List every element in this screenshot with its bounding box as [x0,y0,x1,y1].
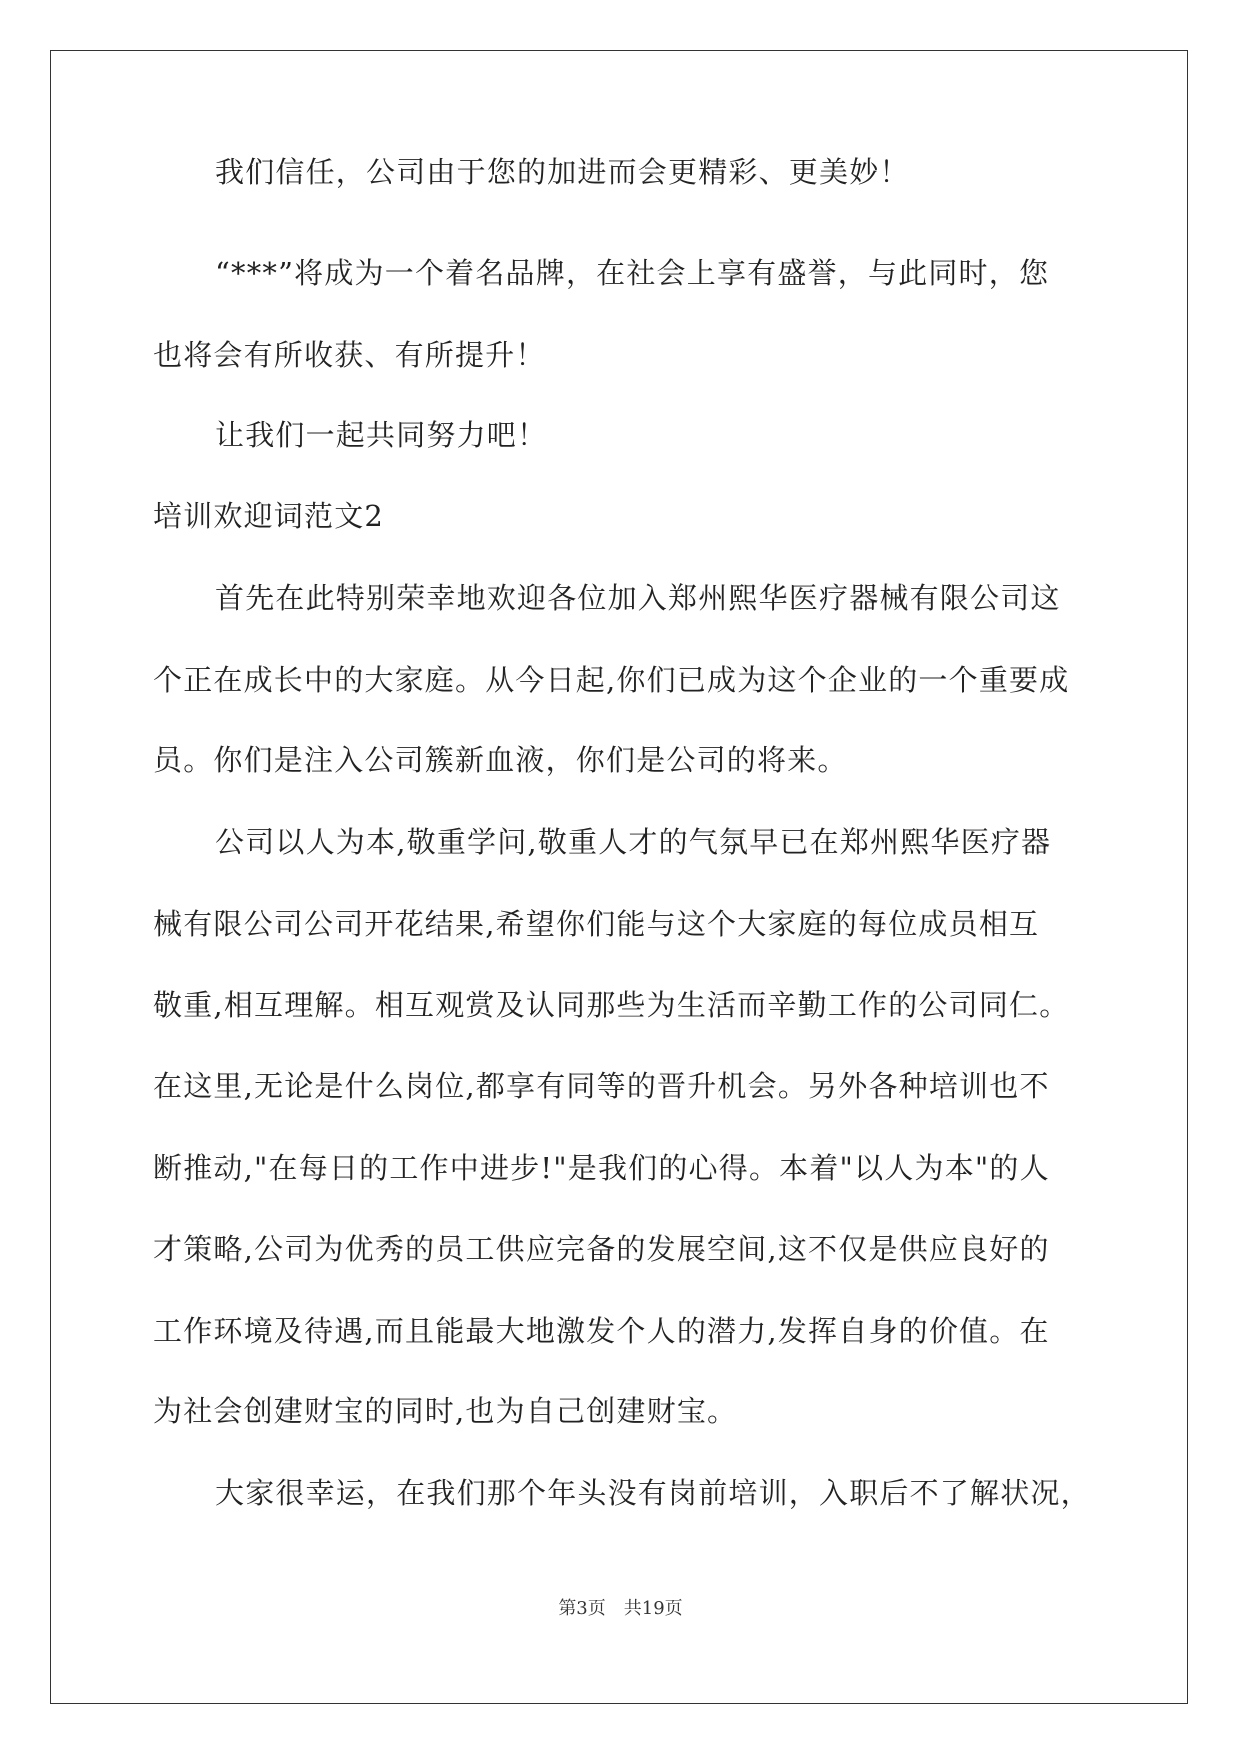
paragraph-line: 工作环境及待遇,而且能最大地激发个人的潜力,发挥自身的价值。在 [153,1314,1050,1348]
paragraph-line: 员。你们是注入公司簇新血液，你们是公司的将来。 [153,743,848,777]
paragraph-line: 个正在成长中的大家庭。从今日起,你们已成为这个企业的一个重要成 [153,663,1070,697]
paragraph-line: 大家很幸运，在我们那个年头没有岗前培训，入职后不了解状况， [215,1476,1091,1510]
paragraph-line: 首先在此特别荣幸地欢迎各位加入郑州熙华医疗器械有限公司这 [215,581,1061,615]
paragraph-line: 我们信任，公司由于您的加进而会更精彩、更美妙！ [215,155,910,189]
paragraph-line: 在这里,无论是什么岗位,都享有同等的晋升机会。另外各种培训也不 [153,1069,1050,1103]
paragraph-line: 也将会有所收获、有所提升！ [153,338,546,372]
page-border [50,50,1188,1704]
paragraph-line: 断推动,"在每日的工作中进步!"是我们的心得。本着"以人为本"的人 [153,1151,1050,1185]
paragraph-line: 公司以人为本,敬重学问,敬重人才的气氛早已在郑州熙华医疗器 [215,825,1052,859]
page-indicator: 第3页 共19页 [558,1598,683,1619]
paragraph-line: 敬重,相互理解。相互观赏及认同那些为生活而辛勤工作的公司同仁。 [153,988,1070,1022]
paragraph-line: “***”将成为一个着名品牌，在社会上享有盛誉，与此同时，您 [215,256,1050,290]
section-heading: 培训欢迎词范文2 [153,499,385,533]
paragraph-line: 让我们一起共同努力吧！ [215,418,548,452]
paragraph-line: 械有限公司公司开花结果,希望你们能与这个大家庭的每位成员相互 [153,907,1040,941]
paragraph-line: 才策略,公司为优秀的员工供应完备的发展空间,这不仅是供应良好的 [153,1232,1050,1266]
paragraph-line: 为社会创建财宝的同时,也为自己创建财宝。 [153,1394,738,1428]
